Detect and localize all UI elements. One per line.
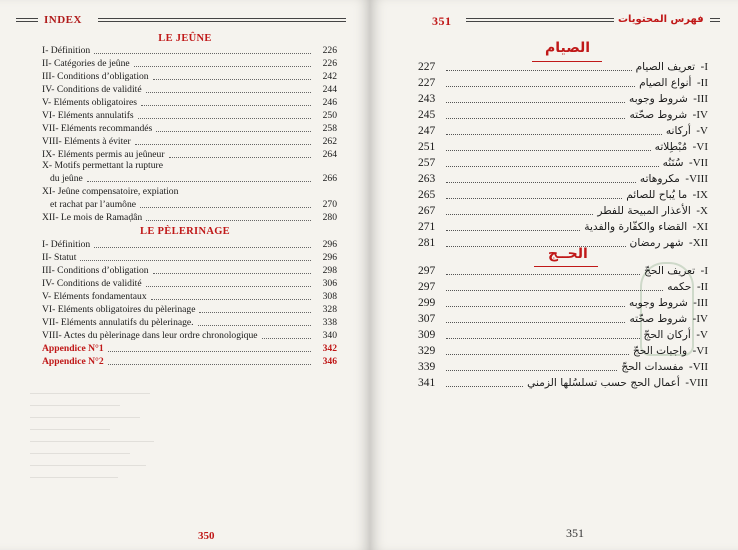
entry-text: IV- Conditions de validité	[42, 84, 142, 95]
entry-text: أنواع الصيام	[639, 77, 692, 89]
toc-entry[interactable]	[42, 96, 337, 108]
entry-page: 271	[418, 221, 436, 233]
toc-entry[interactable]	[42, 329, 337, 341]
toc-entry[interactable]: XII - شهر رمضان 281	[418, 237, 708, 249]
toc-entry[interactable]	[42, 211, 337, 223]
entry-text: III- Conditions d’obligation	[42, 265, 149, 276]
toc-entry[interactable]: IV - شروط صحّته 245	[418, 109, 708, 121]
dot-leader	[169, 156, 311, 158]
dot-leader	[446, 338, 640, 339]
entry-page: 299	[418, 297, 436, 309]
header-label: فهرس المحتويات	[618, 14, 704, 25]
entry-text: VIII- Actes du pèlerinage dans leur ordre chronologique	[42, 330, 258, 341]
toc-entry[interactable]	[42, 303, 337, 315]
dot-leader	[138, 117, 311, 119]
entry-text: XII- Le mois de Ramaḍân	[42, 212, 143, 223]
entry-text: حكمه	[667, 281, 692, 293]
toc-entry[interactable]: VI - مُبْطِلاته 251	[418, 141, 708, 153]
toc-entry[interactable]	[50, 198, 337, 210]
toc-entry[interactable]: VII - سُنَنُه 257	[418, 157, 708, 169]
toc-entry[interactable]	[42, 148, 337, 160]
header-number: 351	[432, 14, 452, 28]
entry-page: 338	[322, 317, 337, 328]
entry-page: 329	[418, 345, 436, 357]
header-rule	[98, 18, 346, 22]
dot-leader	[446, 386, 523, 387]
dot-leader	[108, 363, 311, 365]
entry-text: مُبْطِلاته	[654, 141, 688, 153]
entry-text: et rachat par l’aumône	[50, 199, 137, 210]
dot-leader	[446, 306, 625, 307]
entry-number: IV	[696, 313, 708, 325]
toc-entry[interactable]: II - حكمه 297	[418, 281, 708, 293]
dot-leader	[108, 350, 311, 352]
dot-leader	[156, 130, 311, 132]
entry-page: 297	[418, 265, 436, 277]
toc-entry[interactable]	[42, 122, 337, 134]
entry-number: XII	[692, 237, 708, 249]
entry-number: VII	[692, 157, 708, 169]
entry-page: 280	[322, 212, 337, 223]
entry-page: 244	[322, 84, 337, 95]
entry-text: V- Eléments obligatoires	[42, 97, 138, 108]
entry-number: IV	[696, 109, 708, 121]
entry-text: X- Motifs permettant la rupture	[42, 160, 163, 171]
entry-text: VII- Eléments recommandés	[42, 123, 153, 134]
entry-text: القضاء والكفّارة والفدية	[584, 221, 688, 233]
entry-page: 307	[418, 313, 436, 325]
entry-number: III	[697, 93, 708, 105]
page-number: 350	[198, 530, 215, 542]
entry-page: 250	[322, 110, 337, 121]
dot-leader	[446, 274, 640, 275]
show-through-text	[30, 382, 230, 492]
header-rule	[710, 18, 720, 22]
dot-leader	[135, 143, 311, 145]
entry-page: 242	[322, 71, 337, 82]
entry-page: 297	[418, 281, 436, 293]
entry-text: سُنَنُه	[662, 157, 684, 169]
toc-entry[interactable]: XI - القضاء والكفّارة والفدية 271	[418, 221, 708, 233]
entry-number: X	[700, 205, 708, 217]
dot-leader	[153, 272, 311, 274]
dot-leader	[446, 230, 580, 231]
entry-page: 243	[418, 93, 436, 105]
entry-page: 298	[322, 265, 337, 276]
dot-leader	[446, 290, 663, 291]
entry-text: الأعذار المبيحة للفطر	[597, 205, 691, 217]
entry-number: II	[700, 77, 708, 89]
dot-leader	[446, 166, 659, 167]
left-header	[0, 14, 370, 30]
entry-text: II- Catégories de jeûne	[42, 58, 130, 69]
entry-page: 247	[418, 125, 436, 137]
appendix-entry[interactable]	[42, 342, 337, 354]
toc-entry[interactable]	[42, 238, 337, 250]
appendix-page: 346	[322, 356, 337, 367]
entry-text: أركان الحجّ	[643, 329, 691, 341]
entry-number: XI	[696, 221, 708, 233]
dot-leader	[446, 102, 625, 103]
appendix-text: Appendice N°1	[42, 343, 104, 354]
entry-page: 340	[322, 330, 337, 341]
entry-page: 246	[322, 97, 337, 108]
dot-leader	[446, 182, 636, 183]
entry-page: 328	[322, 304, 337, 315]
entry-page: 264	[322, 149, 337, 160]
entry-page: 257	[418, 157, 436, 169]
toc-entry[interactable]: V - أركان الحجّ 309	[418, 329, 708, 341]
entry-text: IX- Eléments permis au jeûneur	[42, 149, 165, 160]
toc-entry[interactable]	[42, 70, 337, 82]
entry-text: IV- Conditions de validité	[42, 278, 142, 289]
toc-entry[interactable]	[42, 251, 337, 263]
toc-entry[interactable]: III - شروط وجوبه 299	[418, 297, 708, 309]
entry-number: IX	[696, 189, 708, 201]
entry-page: 226	[322, 58, 337, 69]
dot-leader	[262, 337, 311, 339]
entry-number: II	[700, 281, 708, 293]
entry-page: 266	[322, 173, 337, 184]
dot-leader	[94, 52, 311, 54]
section-title-fasting: LE JEÛNE	[158, 33, 212, 44]
right-header	[370, 14, 738, 30]
dot-leader	[446, 118, 625, 119]
toc-entry[interactable]: V - أركانه 247	[418, 125, 708, 137]
entry-page: 265	[418, 189, 436, 201]
dot-leader	[446, 134, 662, 135]
dot-leader	[153, 78, 311, 80]
entry-page: 296	[322, 252, 337, 263]
entry-page: 227	[418, 61, 436, 73]
entry-text: شروط صحّته	[629, 313, 688, 325]
entry-text: مفسدات الحجّ	[621, 361, 684, 373]
entry-number: III	[697, 297, 708, 309]
toc-entry[interactable]	[42, 290, 337, 302]
header-rule	[16, 18, 38, 22]
entry-number: VI	[696, 141, 708, 153]
page-number: 351	[566, 526, 584, 540]
toc-entry[interactable]	[50, 172, 337, 184]
dot-leader	[446, 370, 617, 371]
toc-entry[interactable]: VIII - أعمال الحج حسب تسلسُلها الزمني 341	[418, 377, 708, 389]
entry-text: شروط وجوبه	[629, 93, 688, 105]
dot-leader	[94, 246, 311, 248]
dot-leader	[198, 324, 311, 326]
dot-leader	[446, 150, 651, 151]
entry-page: 227	[418, 77, 436, 89]
entry-page: 341	[418, 377, 436, 389]
entry-page: 245	[418, 109, 436, 121]
entry-text: ما يُباح للصائم	[626, 189, 688, 201]
dot-leader	[446, 198, 622, 199]
entry-number: V	[700, 329, 708, 341]
entry-text: تعريف الصيام	[635, 61, 696, 73]
appendix-text: Appendice N°2	[42, 356, 104, 367]
toc-entry[interactable]: VII - مفسدات الحجّ 339	[418, 361, 708, 373]
dot-leader	[146, 91, 311, 93]
toc-entry[interactable]: III - شروط وجوبه 243	[418, 93, 708, 105]
entry-page: 308	[322, 291, 337, 302]
entry-number: VIII	[689, 173, 708, 185]
entry-text: شروط وجوبه	[629, 297, 688, 309]
entry-text: VI- Eléments obligatoires du pèlerinage	[42, 304, 196, 315]
entry-page: 309	[418, 329, 436, 341]
entry-text: تعريف الحجّ	[644, 265, 696, 277]
entry-text: I- Définition	[42, 45, 91, 56]
entry-text: أعمال الحج حسب تسلسُلها الزمني	[527, 377, 680, 389]
entry-text: II- Statut	[42, 252, 77, 263]
toc-entry[interactable]	[42, 264, 337, 276]
entry-text: I- Définition	[42, 239, 91, 250]
toc-entry[interactable]	[42, 44, 337, 56]
entry-text: شروط صحّته	[629, 109, 688, 121]
toc-entry[interactable]	[42, 57, 337, 69]
dot-leader	[87, 180, 311, 182]
entry-number: VIII	[689, 377, 708, 389]
entry-text: du jeûne	[50, 173, 83, 184]
dot-leader	[140, 206, 311, 208]
toc-entry[interactable]: X - الأعذار المبيحة للفطر 267	[418, 205, 708, 217]
dot-leader	[446, 70, 632, 71]
section-title-fasting: الصيام	[545, 40, 591, 56]
dot-leader	[146, 285, 311, 287]
dot-leader	[446, 86, 635, 87]
entry-page: 262	[322, 136, 337, 147]
dot-leader	[446, 246, 626, 247]
entry-text: III- Conditions d’obligation	[42, 71, 149, 82]
dot-leader	[446, 214, 593, 215]
toc-entry[interactable]: VI - واجبات الحجّ 329	[418, 345, 708, 357]
toc-entry[interactable]	[42, 83, 337, 95]
entry-page: 270	[322, 199, 337, 210]
entry-page: 226	[322, 45, 337, 56]
entry-text: مكروهاته	[639, 173, 680, 185]
entry-page: 251	[418, 141, 436, 153]
dot-leader	[446, 354, 629, 355]
entry-number: VII	[692, 361, 708, 373]
entry-number: VI	[696, 345, 708, 357]
toc-entry[interactable]: IX - ما يُباح للصائم 265	[418, 189, 708, 201]
entry-page: 258	[322, 123, 337, 134]
entry-text: شهر رمضان	[629, 237, 684, 249]
entry-text: VIII- Eléments à éviter	[42, 136, 131, 147]
section-title-pilgrimage: LE PÈLERINAGE	[140, 226, 230, 237]
toc-entry[interactable]: I - تعريف الحجّ 297	[418, 265, 708, 277]
toc-entry[interactable]: II - أنواع الصيام 227	[418, 77, 708, 89]
dot-leader	[199, 311, 311, 313]
header-rule	[466, 18, 614, 22]
toc-entry[interactable]: VIII - مكروهاته 263	[418, 173, 708, 185]
toc-entry[interactable]	[42, 135, 337, 147]
dot-leader	[134, 65, 311, 67]
entry-text: أركانه	[665, 125, 691, 137]
section-title-pilgrimage: الحــج	[548, 246, 588, 262]
entry-number: V	[700, 125, 708, 137]
dot-leader	[80, 259, 311, 261]
toc-entry[interactable]: I - تعريف الصيام 227	[418, 61, 708, 73]
appendix-entry[interactable]	[42, 355, 337, 367]
header-label: INDEX	[44, 14, 82, 26]
dot-leader	[151, 298, 311, 300]
entry-text: واجبات الحجّ	[632, 345, 688, 357]
entry-page: 281	[418, 237, 436, 249]
toc-entry[interactable]	[42, 109, 337, 121]
entry-page: 267	[418, 205, 436, 217]
entry-page: 263	[418, 173, 436, 185]
entry-page: 306	[322, 278, 337, 289]
entry-page: 339	[418, 361, 436, 373]
dot-leader	[446, 322, 625, 323]
dot-leader	[141, 104, 311, 106]
toc-entry[interactable]	[42, 316, 337, 328]
entry-page: 296	[322, 239, 337, 250]
toc-entry[interactable]	[42, 277, 337, 289]
entry-text: V- Eléments fondamentaux	[42, 291, 147, 302]
entry-number: I	[704, 61, 708, 73]
entry-text: XI- Jeûne compensatoire, expiation	[42, 186, 179, 197]
toc-entry[interactable]: IV - شروط صحّته 307	[418, 313, 708, 325]
appendix-page: 342	[322, 343, 337, 354]
entry-number: I	[704, 265, 708, 277]
entry-text: VII- Eléments annulatifs du pèlerinage.	[42, 317, 194, 328]
dot-leader	[146, 219, 311, 221]
entry-text: VI- Eléments annulatifs	[42, 110, 134, 121]
